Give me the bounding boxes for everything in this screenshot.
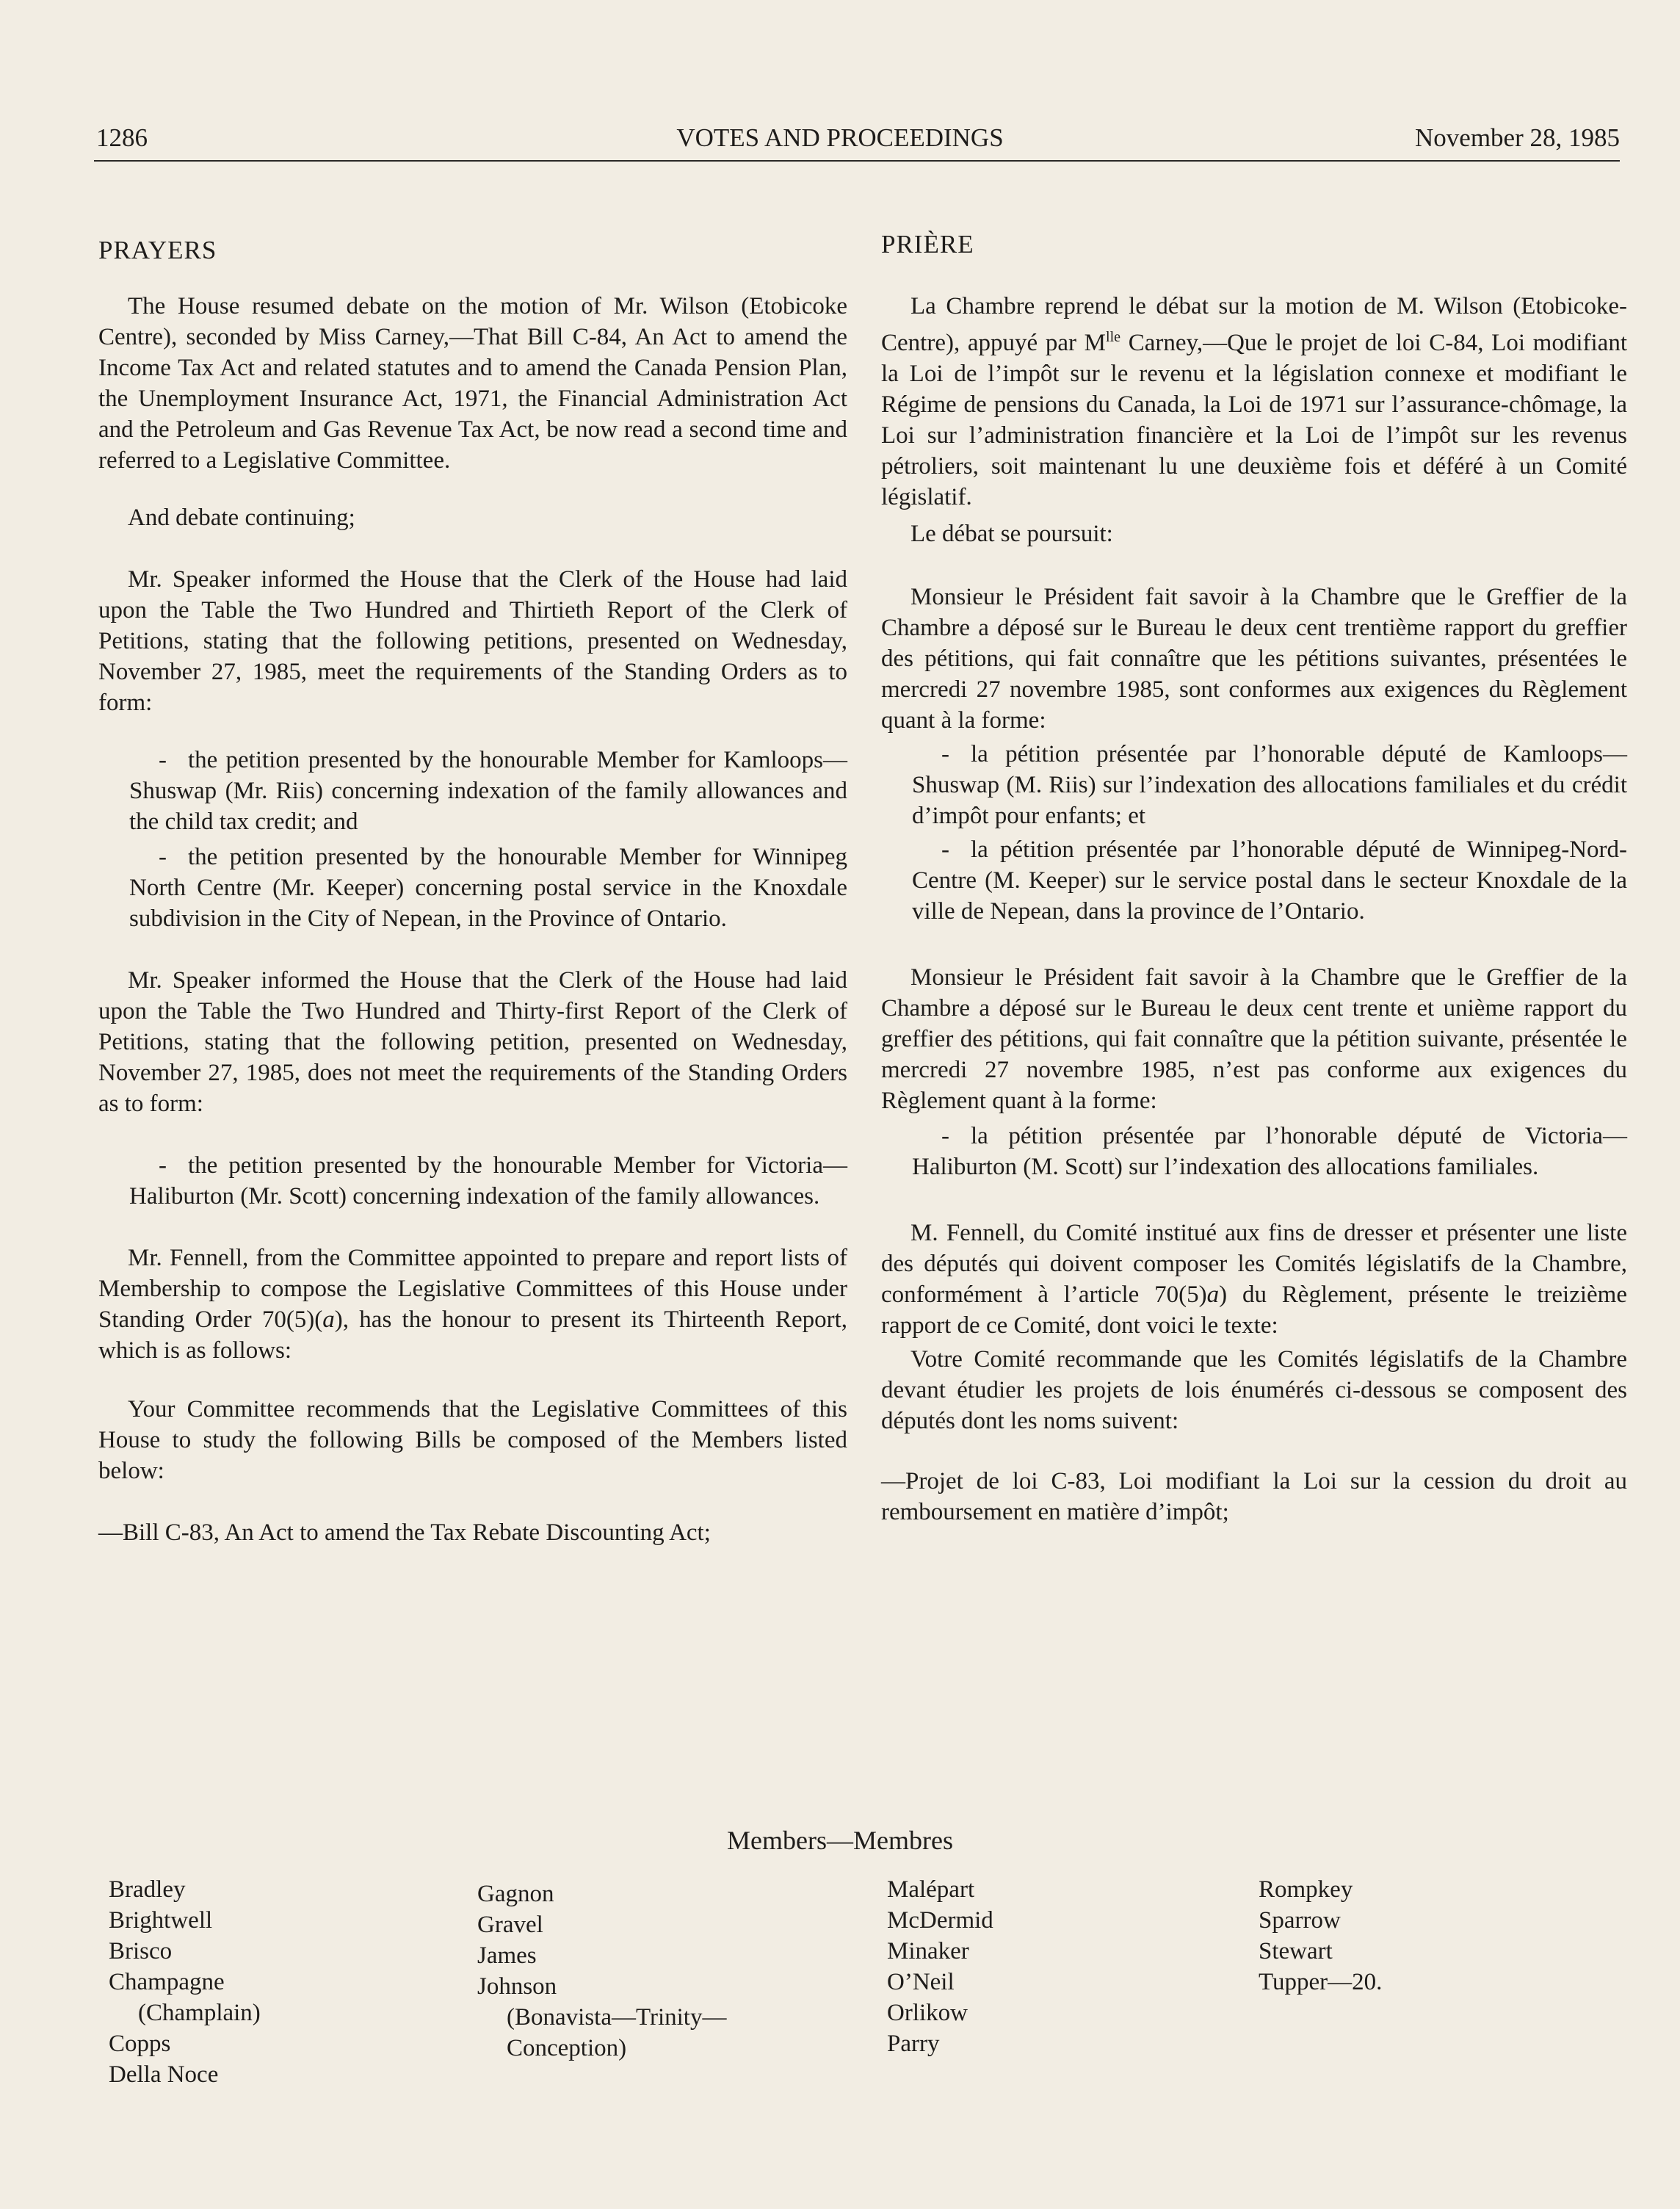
paragraph-motion-fr: La Chambre reprend le débat sur la motion de M. Wilson (Etobicoke-Centre), appuyé par $M^{lle}$ Carney,—Que le projet de loi C-84, Loi modifiant la Loi de l’impôt sur le revenu et la législation connexe et modifiant le Régime de pensions du Canada, la Loi de 1971 sur l’assurance-chômage, la Loi sur l’administration financière et la Loi de l’impôt sur les revenus pétroliers, soit maintenant lu une deuxième fois et déféré à un Comité législatif. (881, 293, 1627, 510)
member-riding: (Bonavista—Trinity— (507, 2004, 727, 2031)
running-title: VOTES AND PROCEEDINGS (676, 123, 1004, 152)
section-heading-priere: PRIÈRE (881, 230, 974, 258)
member-riding: (Champlain) (138, 2000, 261, 2026)
list-dash: - (159, 747, 167, 773)
member-name: Minaker (887, 1938, 969, 1964)
members-heading: Members—Membres (727, 1826, 953, 1855)
member-name: Stewart (1259, 1938, 1333, 1964)
list-item: - the petition presented by the honourable Member for Winnipeg North Centre (Mr. Keeper) concerning postal service in the Knoxdale subdivision in the City of Nepean, in the Province of Ontario. (98, 842, 847, 934)
paragraph-debate-continuing: And debate continuing; (128, 505, 355, 531)
paragraph-debate-continuing-fr: Le débat se poursuit: (910, 521, 1113, 547)
member-name: Bradley (109, 1876, 186, 1903)
french-column (881, 230, 1627, 1528)
member-name: Gagnon (477, 1881, 554, 1907)
list-item: - the petition presented by the honourable Member for Kamloops—Shuswap (Mr. Riis) concerning indexation of the family allowances and the child tax credit; and (98, 745, 847, 837)
member-name: Gravel (477, 1912, 543, 1938)
paragraph-committee-report: Mr. Fennell, from the Committee appointed to prepare and report lists of Membership to compose the Legislative Committees of this House under Standing Order 70(5)(a), has the honour to present its Thirteenth Report, which is as follows: (98, 1245, 847, 1364)
member-name: Sparrow (1259, 1907, 1341, 1934)
member-name: Copps (109, 2031, 171, 2057)
list-item: - the petition presented by the honourable Member for Victoria—Haliburton (Mr. Scott) concerning indexation of the family allowances. (98, 1150, 847, 1212)
list-item: - la pétition présentée par l’honorable député de Kamloops—Shuswap (M. Riis) sur l’indexation des allocations familiales et du crédit d’impôt pour enfants; et (881, 739, 1627, 831)
paragraph-petitions-report-230-fr: Monsieur le Président fait savoir à la Chambre que le Greffier de la Chambre a déposé sur le Bureau le deux cent trentième rapport du greffier des pétitions, qui fait connaître que les pétitions suivantes, présentées le mercredi 27 novembre 1985, sont conformes aux exigences du Règlement quant à la forme: (881, 584, 1627, 734)
member-name: McDermid (887, 1907, 993, 1934)
paragraph-petitions-report-231-fr: Monsieur le Président fait savoir à la Chambre que le Greffier de la Chambre a déposé sur le Bureau le deux cent trente et unième rapport du greffier des pétitions, qui fait connaître que la pétition suivante, présentée le mercredi 27 novembre 1985, n’est pas conforme aux exigences du Règlement quant à la forme: (881, 964, 1627, 1114)
member-name: Della Noce (109, 2061, 219, 2088)
page-number: 1286 (96, 123, 148, 152)
member-name: Orlikow (887, 2000, 968, 2026)
member-name: Brightwell (109, 1907, 213, 1934)
paragraph-bill-c83-fr: —Projet de loi C-83, Loi modifiant la Loi sur la cession du droit au remboursement en matière d’impôt; (881, 1468, 1627, 1525)
members-column-2 (477, 1879, 726, 2064)
header-rule (94, 160, 1620, 162)
members-column-1 (109, 1874, 261, 2090)
member-name: Tupper—20. (1259, 1969, 1383, 1995)
list-item: - la pétition présentée par l’honorable député de Winnipeg-Nord-Centre (M. Keeper) sur le service postal dans le secteur Knoxdale de la ville de Nepean, dans la province de l’Ontario. (881, 834, 1627, 927)
paragraph-recommendation: Your Committee recommends that the Legislative Committees of this House to study the following Bills be composed of the Members listed below: (98, 1396, 847, 1484)
paragraph-motion: The House resumed debate on the motion of Mr. Wilson (Etobicoke Centre), seconded by Miss Carney,—That Bill C-84, An Act to amend the Income Tax Act and related statutes and to amend the Canada Pension Plan, the Unemployment Insurance Act, 1971, the Financial Administration Act and the Petroleum and Gas Revenue Tax Act, be now read a second time and referred to a Legislative Committee. (98, 293, 847, 474)
member-name: Brisco (109, 1938, 173, 1964)
paragraph-committee-report-fr: M. Fennell, du Comité institué aux fins de dresser et présenter une liste des députés qui doivent composer les Comités législatifs de la Chambre, conformément à l’article 70(5)a) du Règlement, présente le treizième rapport de ce Comité, dont voici le texte: (881, 1220, 1627, 1339)
header-date: November 28, 1985 (1415, 123, 1620, 152)
list-dash: - (941, 1123, 949, 1149)
list-dash: - (941, 741, 949, 767)
member-name: Johnson (477, 1973, 557, 2000)
list-dash: - (159, 844, 167, 870)
member-riding: Conception) (507, 2035, 627, 2061)
section-heading-prayers: PRAYERS (98, 236, 217, 264)
list-dash: - (159, 1152, 167, 1179)
paragraph-recommendation-fr: Votre Comité recommande que les Comités législatifs de la Chambre devant étudier les projets de lois énumérés ci-dessous se composent des députés dont les noms suivent: (881, 1346, 1627, 1434)
member-name: Champagne (109, 1969, 225, 1995)
member-name: Rompkey (1259, 1876, 1353, 1903)
paragraph-bill-c83: —Bill C-83, An Act to amend the Tax Rebate Discounting Act; (98, 1519, 711, 1546)
paragraph-petitions-report-231: Mr. Speaker informed the House that the Clerk of the House had laid upon the Table the Two Hundred and Thirty-first Report of the Clerk of Petitions, stating that the following petition, presented on Wednesday, November 27, 1985, does not meet the requirements of the Standing Orders as to form: (98, 967, 847, 1117)
paragraph-petitions-report-230: Mr. Speaker informed the House that the Clerk of the House had laid upon the Table the Two Hundred and Thirtieth Report of the Clerk of Petitions, stating that the following petitions, presented on Wednesday, November 27, 1985, meet the requirements of the Standing Orders as to form: (98, 566, 847, 716)
member-name: Malépart (887, 1876, 975, 1903)
member-name: James (477, 1942, 537, 1969)
list-dash: - (941, 836, 949, 863)
member-name: Parry (887, 2031, 940, 2057)
list-item: - la pétition présentée par l’honorable député de Victoria—Haliburton (M. Scott) sur l’indexation des allocations familiales. (881, 1121, 1627, 1182)
member-name: O’Neil (887, 1969, 955, 1995)
members-column-4 (1259, 1874, 1382, 1998)
english-column (98, 235, 847, 1548)
members-column-3 (887, 1874, 993, 2059)
